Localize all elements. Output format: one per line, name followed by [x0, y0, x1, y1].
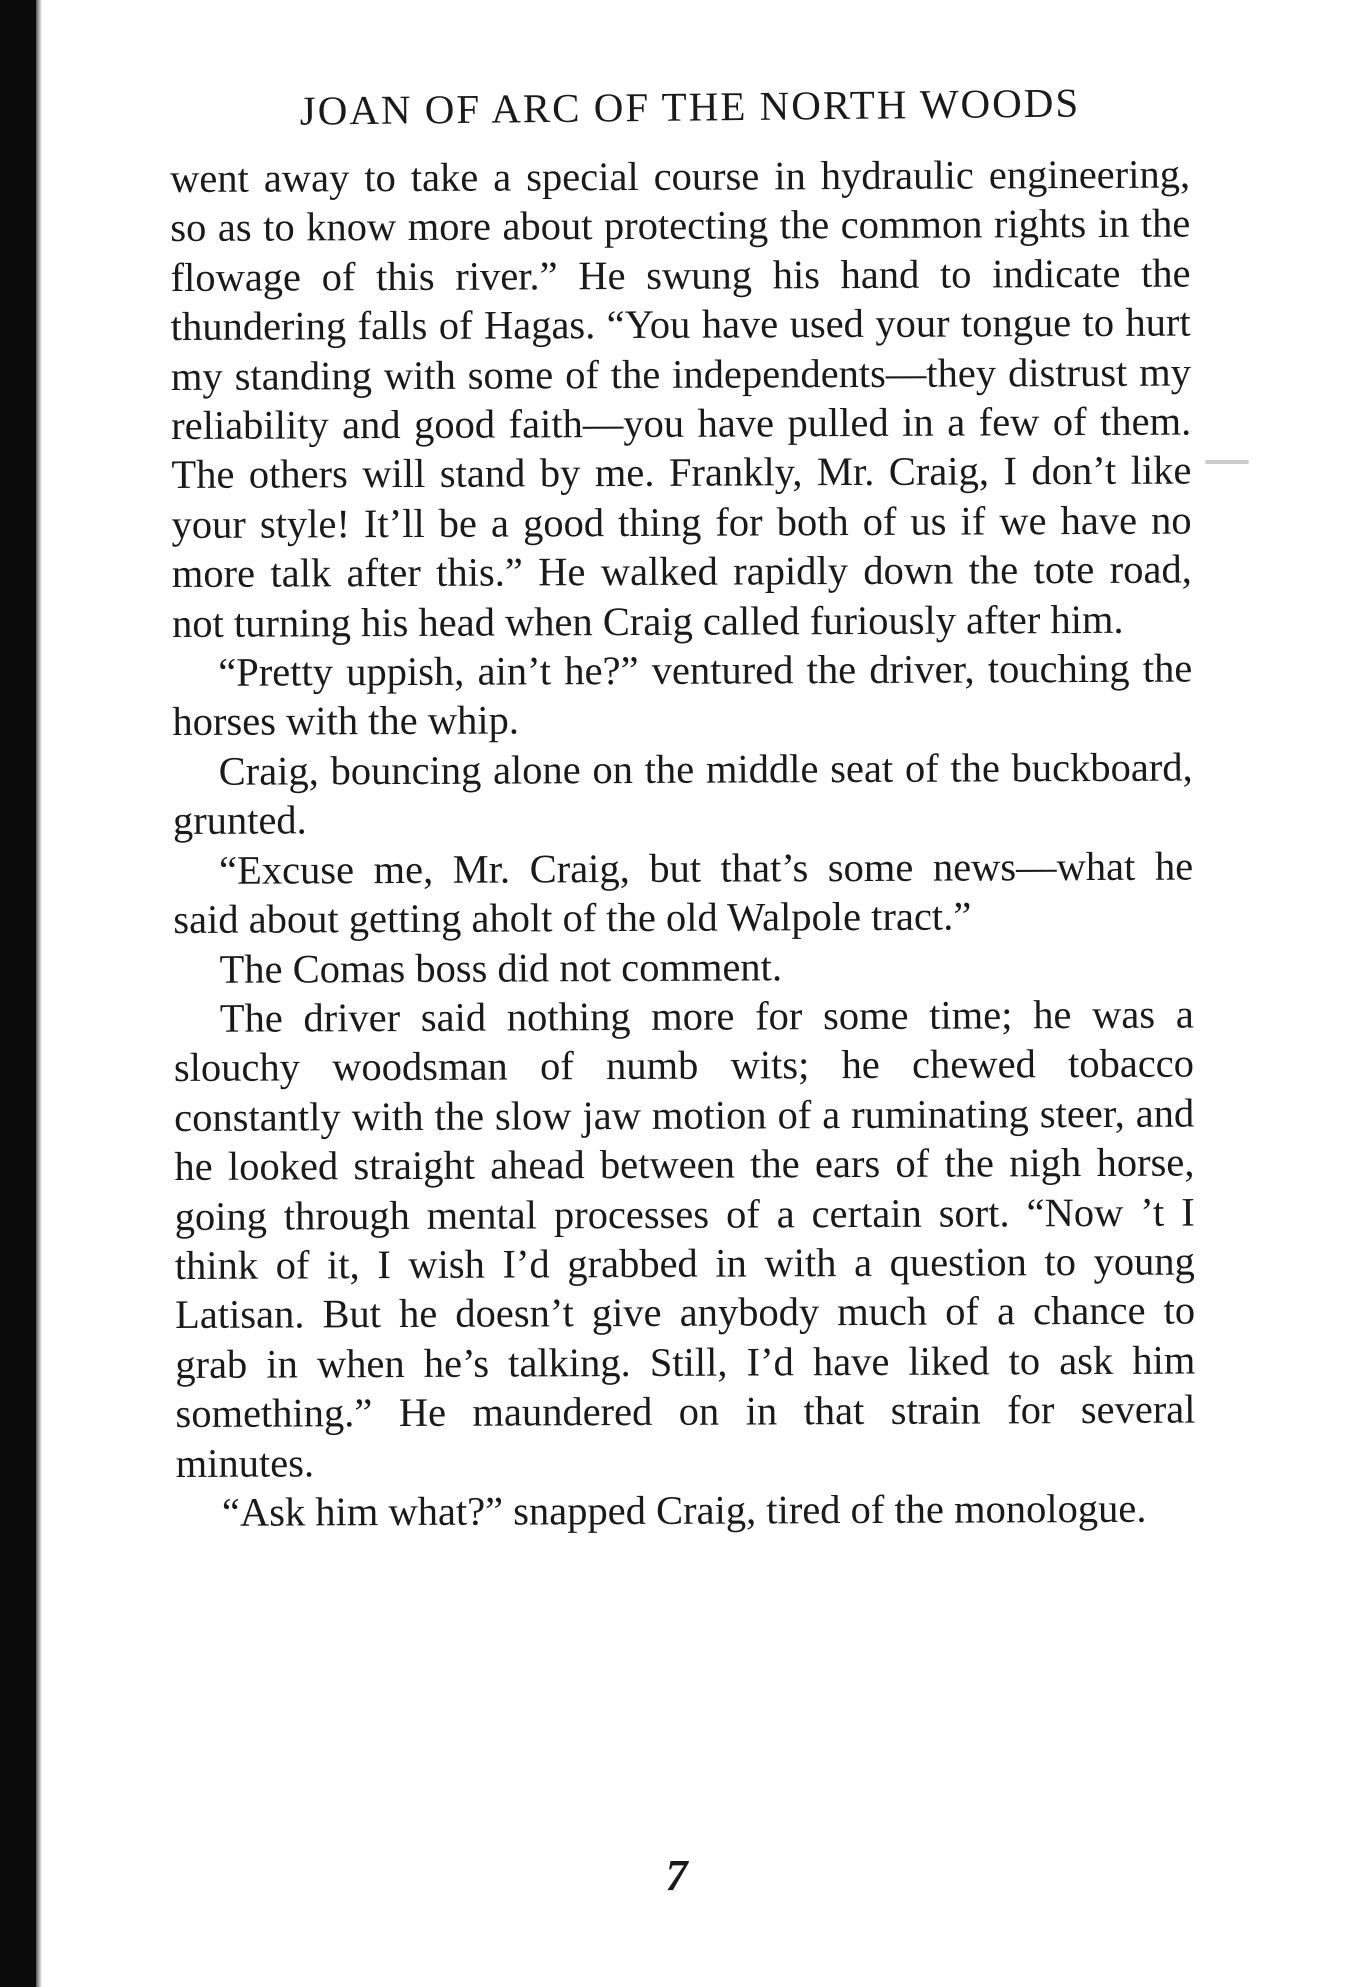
book-binding-edge [0, 0, 36, 1987]
page-number: 7 [665, 1851, 688, 1900]
body-text [170, 150, 1196, 1538]
paragraph: The driver said nothing more for some time; he was a slouchy woodsman of numb wits; he chewed tobacco constantly with the slow jaw motion of a ruminating steer, and he looked straight ahead between the ears of the nigh horse, going through mental processes of a certain sort. “Now ’t I think of it, I wish I’d grabbed in with a question to young Latisan. But he doesn’t give anybody much of a chance to grab in when he’s talking. Still, I’d have liked to ask him something.” He maundered on in that strain for several minutes. [173, 991, 1196, 1486]
running-head: JOAN OF ARC OF THE NORTH WOODS [299, 79, 1081, 134]
paragraph: Craig, bouncing alone on the middle seat of the buckboard, grunted. [172, 744, 1193, 844]
paragraph: “Excuse me, Mr. Craig, but that’s some news—what he said about getting aholt of the old Walpole tract.” [173, 843, 1194, 943]
scan-speck [1205, 460, 1249, 464]
book-page [170, 79, 1196, 1537]
paragraph: The Comas boss did not comment. [219, 943, 783, 992]
paragraph: “Pretty uppish, ain’t he?” ventured the driver, touching the horses with the whip. [172, 645, 1193, 745]
paragraph-continued: went away to take a special course in hydraulic engineering, so as to know more about protecting the common rights in the flowage of this river.” He swung his hand to indicate the thundering falls of Hagas. “You have used your tongue to hurt my standing with some of the independents—they distrust my reliability and good faith—you have pulled in a few of them. The others will stand by me. Frankly, Mr. Craig, I don’t like your style! It’ll be a good thing for both of us if we have no more talk after this.” He walked rapidly down the tote road, not turning his head when Craig called furiously after him. [170, 151, 1192, 646]
paragraph: “Ask him what?” snapped Craig, tired of the monologue. [221, 1485, 1147, 1535]
